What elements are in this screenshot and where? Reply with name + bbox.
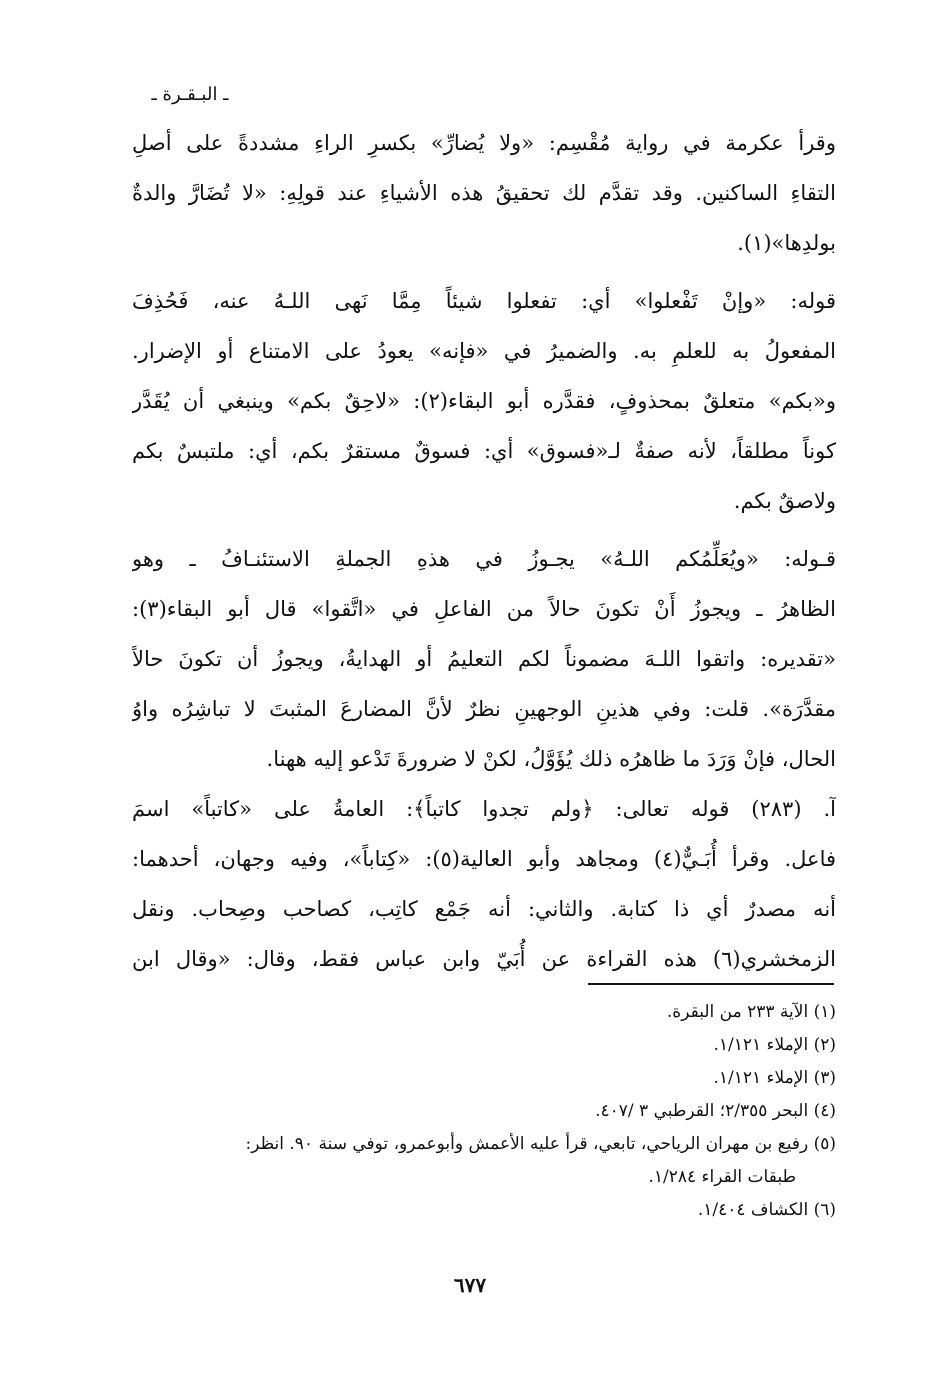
footnotes	[132, 996, 836, 1227]
footnote: (٣) الإملاء ١/١٢١.	[713, 1068, 836, 1088]
paragraph-gap	[132, 268, 836, 276]
footnote-separator	[588, 983, 834, 985]
text-line: قوله: «وإنْ تَفْعلوا» أي: تفعلوا شيئاً مِمَّا نَهى اللـهُ عنه، فَحُذِفَ	[132, 289, 836, 313]
text-line: آ. (٢٨٣) قوله تعالى: ﴿ولم تجدوا كاتباً﴾: العامةُ على «كاتباً» اسمَ	[132, 797, 836, 821]
text-line: المفعولُ به للعلمِ به. والضميرُ في «فإنه» يعودُ على الامتناع أو الإضرار.	[132, 339, 836, 363]
footnote: (٢) الإملاء ١/١٢١.	[713, 1035, 836, 1055]
text-line: فاعل. وقرأ أُبَـيٌّ(٤) ومجاهد وأبو العالية(٥): «كِتاباً»، وفيه وجهان، أحدهما:	[132, 847, 836, 871]
page-number: ٦٧٧	[453, 1273, 487, 1297]
paragraph-gap	[132, 526, 836, 534]
main-text	[132, 118, 836, 984]
text-line: «تقديره: واتقوا اللـهَ مضموناً لكم التعليمُ أو الهدايةُ، ويجوزُ أن تكونَ حالاً	[132, 647, 836, 671]
text-line: و«بكم» متعلقٌ بمحذوفٍ، فقدَّره أبو البقاء(٢): «لاحِقٌ بكم» وينبغي أن يُقَدَّر	[132, 389, 836, 413]
running-header: ـ البـقـرة ـ	[151, 84, 229, 105]
text-line: مقدَّرَة». قلت: وفي هذينِ الوجهينِ نظرٌ لأنَّ المضارعَ المثبتَ لا تباشِرُه واوُ	[132, 697, 836, 721]
text-line: ولاصقٌ بكم.	[733, 489, 836, 513]
footnote: (٤) البحر ٢/٣٥٥؛ القرطبي ٣ /٤٠٧.	[595, 1101, 836, 1121]
text-line: التقاءِ الساكنين. وقد تقدَّم لك تحقيقُ هذه الأشياءِ عند قولِهِ: «لا تُضَارَّ والدةٌ	[132, 181, 836, 205]
footnote: (١) الآية ٢٣٣ من البقرة.	[666, 1002, 836, 1022]
text-line: وقرأ عكرمة في رواية مُقْسِم: «ولا يُضارِّ» بكسرِ الراءِ مشددةً على أصلِ	[132, 131, 836, 155]
text-line: الظاهرُ ـ ويجوزُ أَنْ تكونَ حالاً من الفاعلِ في «اتَّقوا» قال أبو البقاء(٣):	[132, 597, 836, 621]
footnote: (٦) الكشاف ١/٤٠٤.	[697, 1200, 836, 1220]
footnote: (٥) رفيع بن مهران الرياحي، تابعي، قرأ عليه الأعمش وأبوعمرو، توفي سنة ٩٠. انظر:	[245, 1134, 836, 1154]
text-line: الحال، فإنْ وَرَدَ ما ظاهرُه ذلك يُؤَوَّلُ، لكنْ لا ضرورةَ تَدْعو إليه ههنا.	[266, 747, 836, 771]
text-line: أنه مصدرٌ أي ذا كتابة. والثاني: أنه جَمْع كاتِب، كصاحب وصِحاب. ونقل	[132, 897, 836, 921]
footnote-continuation: طبقات القراء ١/٢٨٤.	[648, 1167, 796, 1187]
text-line: كوناً مطلقاً، لأنه صفةٌ لـ«فسوق» أي: فسوقٌ مستقرٌ بكم، أي: ملتبسٌ بكم	[132, 439, 836, 463]
text-line: قـوله: «ويُعَلِّمُكم اللـهُ» يجـوزُ في هذهِ الجملةِ الاستئنـافُ ـ وهو	[132, 547, 836, 571]
text-line: بولدِها»(١).	[737, 231, 836, 255]
text-line: الزمخشري(٦) هذه القراءة عن أُبَيّ وابن عباس فقط، وقال: «وقال ابن	[132, 947, 836, 971]
